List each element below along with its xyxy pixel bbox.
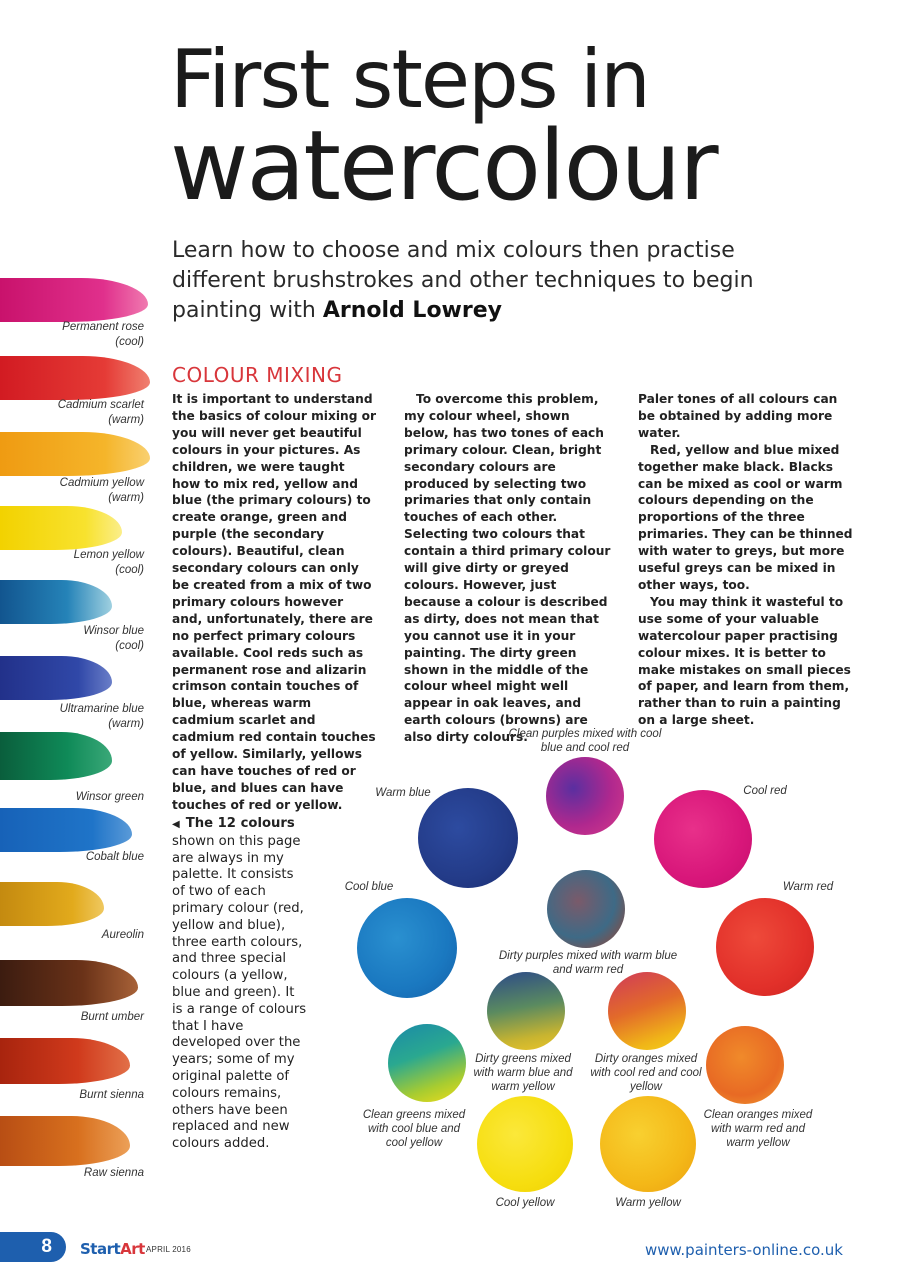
paint-stroke	[0, 278, 148, 322]
swatch-label: Ultramarine blue (warm)	[59, 703, 144, 730]
paint-stroke	[0, 506, 122, 550]
paint-stroke	[0, 1038, 130, 1084]
arrow-left-icon: ◀	[172, 819, 180, 830]
swatch-label: Permanent rose (cool)	[62, 321, 144, 348]
swatch-circle-clean-green	[388, 1024, 466, 1102]
paint-stroke	[0, 882, 104, 926]
swatch-label: Cobalt blue	[85, 851, 144, 863]
issue-date: APRIL 2016	[146, 1245, 191, 1254]
swatch-label: Cadmium yellow (warm)	[59, 477, 144, 504]
palette-caption	[172, 816, 307, 1153]
title-line-2: watercolour	[170, 110, 717, 222]
page-title	[170, 33, 870, 222]
swatch-circle-clean-orange	[706, 1026, 784, 1104]
paint-stroke	[0, 1116, 130, 1166]
label-clean-greens: Clean greens mixed with cool blue and cool yellow	[362, 1109, 466, 1149]
label-cool-red: Cool red	[743, 785, 787, 797]
swatch-label: Lemon yellow (cool)	[73, 549, 144, 576]
paragraph: Paler tones of all colours can be obtained by adding more water.	[638, 392, 838, 440]
swatch-circle-dirty-orange	[608, 972, 686, 1050]
paint-stroke	[0, 732, 112, 780]
swatch-label: Cadmium scarlet (warm)	[57, 399, 144, 426]
swatch-circle-dirty-purple	[547, 870, 625, 948]
swatch-circle-clean-purple	[546, 757, 624, 835]
swatch-label: Aureolin	[101, 929, 144, 941]
swatch-circle-warm-red	[716, 898, 814, 996]
paragraph: You may think it wasteful to use some of your valuable watercolour paper practising colour mixes. It is better to make mistakes on small pieces of paper, and learn from them, rather than to ruin a painting on a large sheet.	[638, 594, 851, 728]
label-dirty-oranges: Dirty oranges mixed with cool red and cool yellow	[590, 1053, 702, 1093]
paragraph: It is important to understand the basics of colour mixing or you will never get beautiful colours in your pictures. As children, we were taught how to mix red, yellow and blue (the primary colours) to create orange, green and purple (the secondary colours). Beautiful, clean secondary colours can only be created from a mix of two primary colours however and, unfortunately, there are no perfect primary colours available. Cool reds such as permanent rose and alizarin crimson contain touches of blue, whereas warm cadmium scarlet and cadmium red contain touches of yellow. Similarly, yellows can have touches of red or blue, and blues can have touches of red or yellow.	[172, 392, 377, 812]
caption-text: shown on this page are always in my palette. It consists of two of each primary colour (red, yellow and blue), three earth colours, and three special colours (a yellow, blue and green). It is a range of colours that I have developed over the years; some of my original palette of colours remains, others have been replaced and new colours added.	[172, 833, 307, 1152]
label-clean-purples: Clean purples mixed with cool blue and cool red	[508, 728, 662, 754]
label-warm-red: Warm red	[782, 881, 834, 893]
swatch-circle-cool-red	[654, 790, 752, 888]
title-line-1: First steps in	[170, 33, 649, 126]
swatch-circle-warm-blue	[418, 788, 518, 888]
swatch-label: Winsor green	[75, 791, 144, 803]
label-dirty-purples: Dirty purples mixed with warm blue and warm red	[498, 950, 678, 976]
magazine-brand: StartArt	[80, 1240, 145, 1258]
standfirst	[172, 236, 812, 326]
paint-stroke	[0, 808, 132, 852]
page-number: 8	[0, 1232, 66, 1262]
section-heading: COLOUR MIXING	[172, 363, 343, 387]
paragraph: Red, yellow and blue mixed together make black. Blacks can be mixed as cool or warm colours depending on the proportions of the three primaries. They can be thinned with water to greys, but more useful greys can be mixed in other ways, too.	[638, 442, 853, 592]
paint-stroke	[0, 656, 112, 700]
author-name: Arnold Lowrey	[322, 298, 502, 323]
paint-stroke	[0, 960, 138, 1006]
body-column-1	[172, 391, 377, 814]
standfirst-text: Learn how to choose and mix colours then practise different brushstrokes and other techniques to begin painting with	[172, 238, 754, 323]
paint-stroke	[0, 580, 112, 624]
caption-lead: The 12 colours	[185, 816, 295, 831]
paint-stroke	[0, 432, 150, 476]
label-clean-oranges: Clean oranges mixed with warm red and warm yellow	[703, 1109, 813, 1149]
body-column-3	[638, 391, 854, 729]
swatch-circle-warm-yellow	[600, 1096, 696, 1192]
label-warm-blue: Warm blue	[375, 787, 431, 799]
swatch-label: Burnt sienna	[79, 1089, 144, 1101]
swatch-circle-cool-blue	[357, 898, 457, 998]
label-cool-blue: Cool blue	[344, 881, 394, 893]
swatch-label: Raw sienna	[83, 1167, 144, 1179]
label-cool-yellow: Cool yellow	[495, 1197, 555, 1209]
swatch-label: Winsor blue (cool)	[83, 625, 144, 652]
label-warm-yellow: Warm yellow	[615, 1197, 681, 1209]
website-link[interactable]: www.painters-online.co.uk	[644, 1241, 843, 1259]
swatch-label: Burnt umber	[80, 1011, 144, 1023]
swatch-circle-cool-yellow	[477, 1096, 573, 1192]
label-dirty-greens: Dirty greens mixed with warm blue and warm yellow	[473, 1053, 573, 1093]
paint-stroke	[0, 356, 150, 400]
paragraph: To overcome this problem, my colour wheel, shown below, has two tones of each primary colour. Clean, bright secondary colours are produced by selecting two primaries that only contain touches of each other. Selecting two colours that contain a third primary colour will give dirty or greyed colours. However, just because a colour is described as dirty, does not mean that you cannot use it in your painting. The dirty green shown in the middle of the colour wheel might well appear in oak leaves, and earth colours (browns) are also dirty colours.	[404, 392, 611, 745]
swatch-circle-dirty-green	[487, 972, 565, 1050]
body-column-2	[404, 391, 616, 746]
